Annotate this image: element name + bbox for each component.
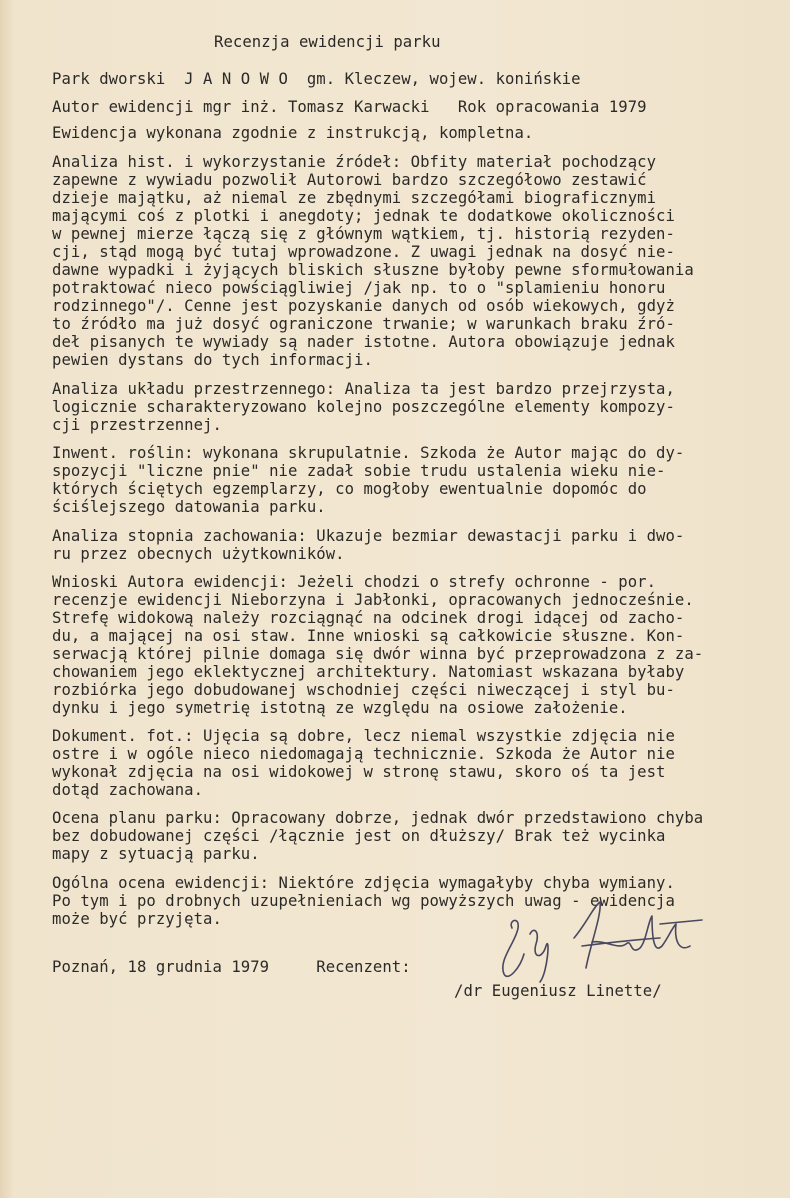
plant-inventory-line: ściślejszego datowania parku. [52, 498, 326, 516]
reviewer-name: /dr Eugeniusz Linette/ [454, 982, 662, 1000]
author-conclusions-line: serwacją której pilnie domaga się dwór winna być przeprowadzona z za- [52, 645, 704, 663]
history-analysis-line: pewien dystans do tych informacji. [52, 351, 373, 369]
history-analysis-line: w pewnej mierze łączą się z głównym wątkiem, tj. historią rezyden- [52, 225, 675, 243]
author-conclusions-line: Wnioski Autora ewidencji: Jeżeli chodzi o strefy ochronne - por. [52, 573, 657, 591]
park-name-line: Park dworski J A N O W O gm. Kleczew, wojew. konińskie [52, 70, 581, 88]
history-analysis-line: Analiza hist. i wykorzystanie źródeł: Obfity materiał pochodzący [52, 153, 657, 171]
history-analysis-line: mającymi coś z plotki i anegdoty; jednak te dodatkowe okoliczności [52, 207, 675, 225]
spatial-analysis-line: logicznie scharakteryzowano kolejno poszczególne elementy kompozy- [52, 398, 675, 416]
handwritten-signature [490, 898, 720, 988]
author-conclusions-line: Strefę widokową należy rozciągnąć na odcinek drogi idącej od zacho- [52, 609, 685, 627]
plant-inventory-line: spozycji "liczne pnie" nie zadał sobie trudu ustalenia wieku nie- [52, 462, 666, 480]
author-conclusions-line: chowaniem jego eklektycznej architektury. Natomiast wskazana byłaby [52, 663, 685, 681]
photo-documentation-line: dotąd zachowana. [52, 781, 204, 799]
photo-documentation-line: wykonał zdjęcia na osi widokowej w stronę stawu, skoro oś ta jest [52, 763, 666, 781]
author-conclusions-line: dynku i jego symetrię istotną ze względu na osiowe założenie. [52, 699, 628, 717]
place-date-reviewer-line: Poznań, 18 grudnia 1979 Recenzent: [52, 958, 411, 976]
history-analysis-line: zapewne z wywiadu pozwolił Autorowi bardzo szczegółowo zestawić [52, 171, 647, 189]
history-analysis-line: potraktować nieco powściągliwiej /jak np. to o "splamieniu honoru [52, 279, 666, 297]
history-analysis-line: cji, stąd mogą być tutaj wprowadzone. Z uwagi jednak na dosyć nie- [52, 243, 675, 261]
history-analysis-line: deł pisanych te wywiady są nader istotne. Autora obowiązuje jednak [52, 333, 675, 351]
preservation-analysis-line: ru przez obecnych użytkowników. [52, 545, 345, 563]
photo-documentation-line: Dokument. fot.: Ujęcia są dobre, lecz niemal wszystkie zdjęcia nie [52, 727, 675, 745]
plant-inventory-line: których ściętych egzemplarzy, co mogłoby ewentualnie dopomóc do [52, 480, 647, 498]
spatial-analysis-line: cji przestrzennej. [52, 416, 222, 434]
author-conclusions-line: recenzje ewidencji Nieborzyna i Jabłonki, opracowanych jednocześnie. [52, 591, 694, 609]
photo-documentation-line: ostre i w ogóle nieco niedomagają technicznie. Szkoda że Autor nie [52, 745, 675, 763]
history-analysis-line: to źródło ma już dosyć ograniczone trwanie; w warunkach braku źró- [52, 315, 675, 333]
completeness-line: Ewidencja wykonana zgodnie z instrukcją, kompletna. [52, 124, 534, 142]
general-assessment-line: może być przyjęta. [52, 910, 222, 928]
history-analysis-line: dzieje majątku, aż niemal ze zbędnymi szczegółami biograficznymi [52, 189, 657, 207]
plant-inventory-line: Inwent. roślin: wykonana skrupulatnie. Szkoda że Autor mając do dy- [52, 444, 685, 462]
park-plan-assessment-line: Ocena planu parku: Opracowany dobrze, jednak dwór przedstawiono chyba [52, 809, 704, 827]
general-assessment-line: Ogólna ocena ewidencji: Niektóre zdjęcia wymagałyby chyba wymiany. [52, 874, 675, 892]
spatial-analysis-line: Analiza układu przestrzennego: Analiza ta jest bardzo przejrzysta, [52, 380, 675, 398]
park-plan-assessment-line: bez dobudowanej części /łącznie jest on dłuższy/ Brak też wycinka [52, 827, 666, 845]
author-conclusions-line: rozbiórka jego dobudowanej wschodniej części niweczącej i styl bu- [52, 681, 675, 699]
document-title: Recenzja ewidencji parku [214, 33, 441, 51]
history-analysis-line: dawne wypadki i żyjących bliskich słuszne byłoby pewne sformułowania [52, 261, 694, 279]
author-conclusions-line: du, a mającej na osi staw. Inne wnioski są całkowicie słuszne. Kon- [52, 627, 685, 645]
author-line: Autor ewidencji mgr inż. Tomasz Karwacki Rok opracowania 1979 [52, 98, 647, 116]
preservation-analysis-line: Analiza stopnia zachowania: Ukazuje bezmiar dewastacji parku i dwo- [52, 527, 685, 545]
general-assessment-line: Po tym i po drobnych uzupełnieniach wg powyższych uwag - ewidencja [52, 892, 675, 910]
park-plan-assessment-line: mapy z sytuacją parku. [52, 845, 260, 863]
history-analysis-line: rodzinnego"/. Cenne jest pozyskanie danych od osób wiekowych, gdyż [52, 297, 675, 315]
